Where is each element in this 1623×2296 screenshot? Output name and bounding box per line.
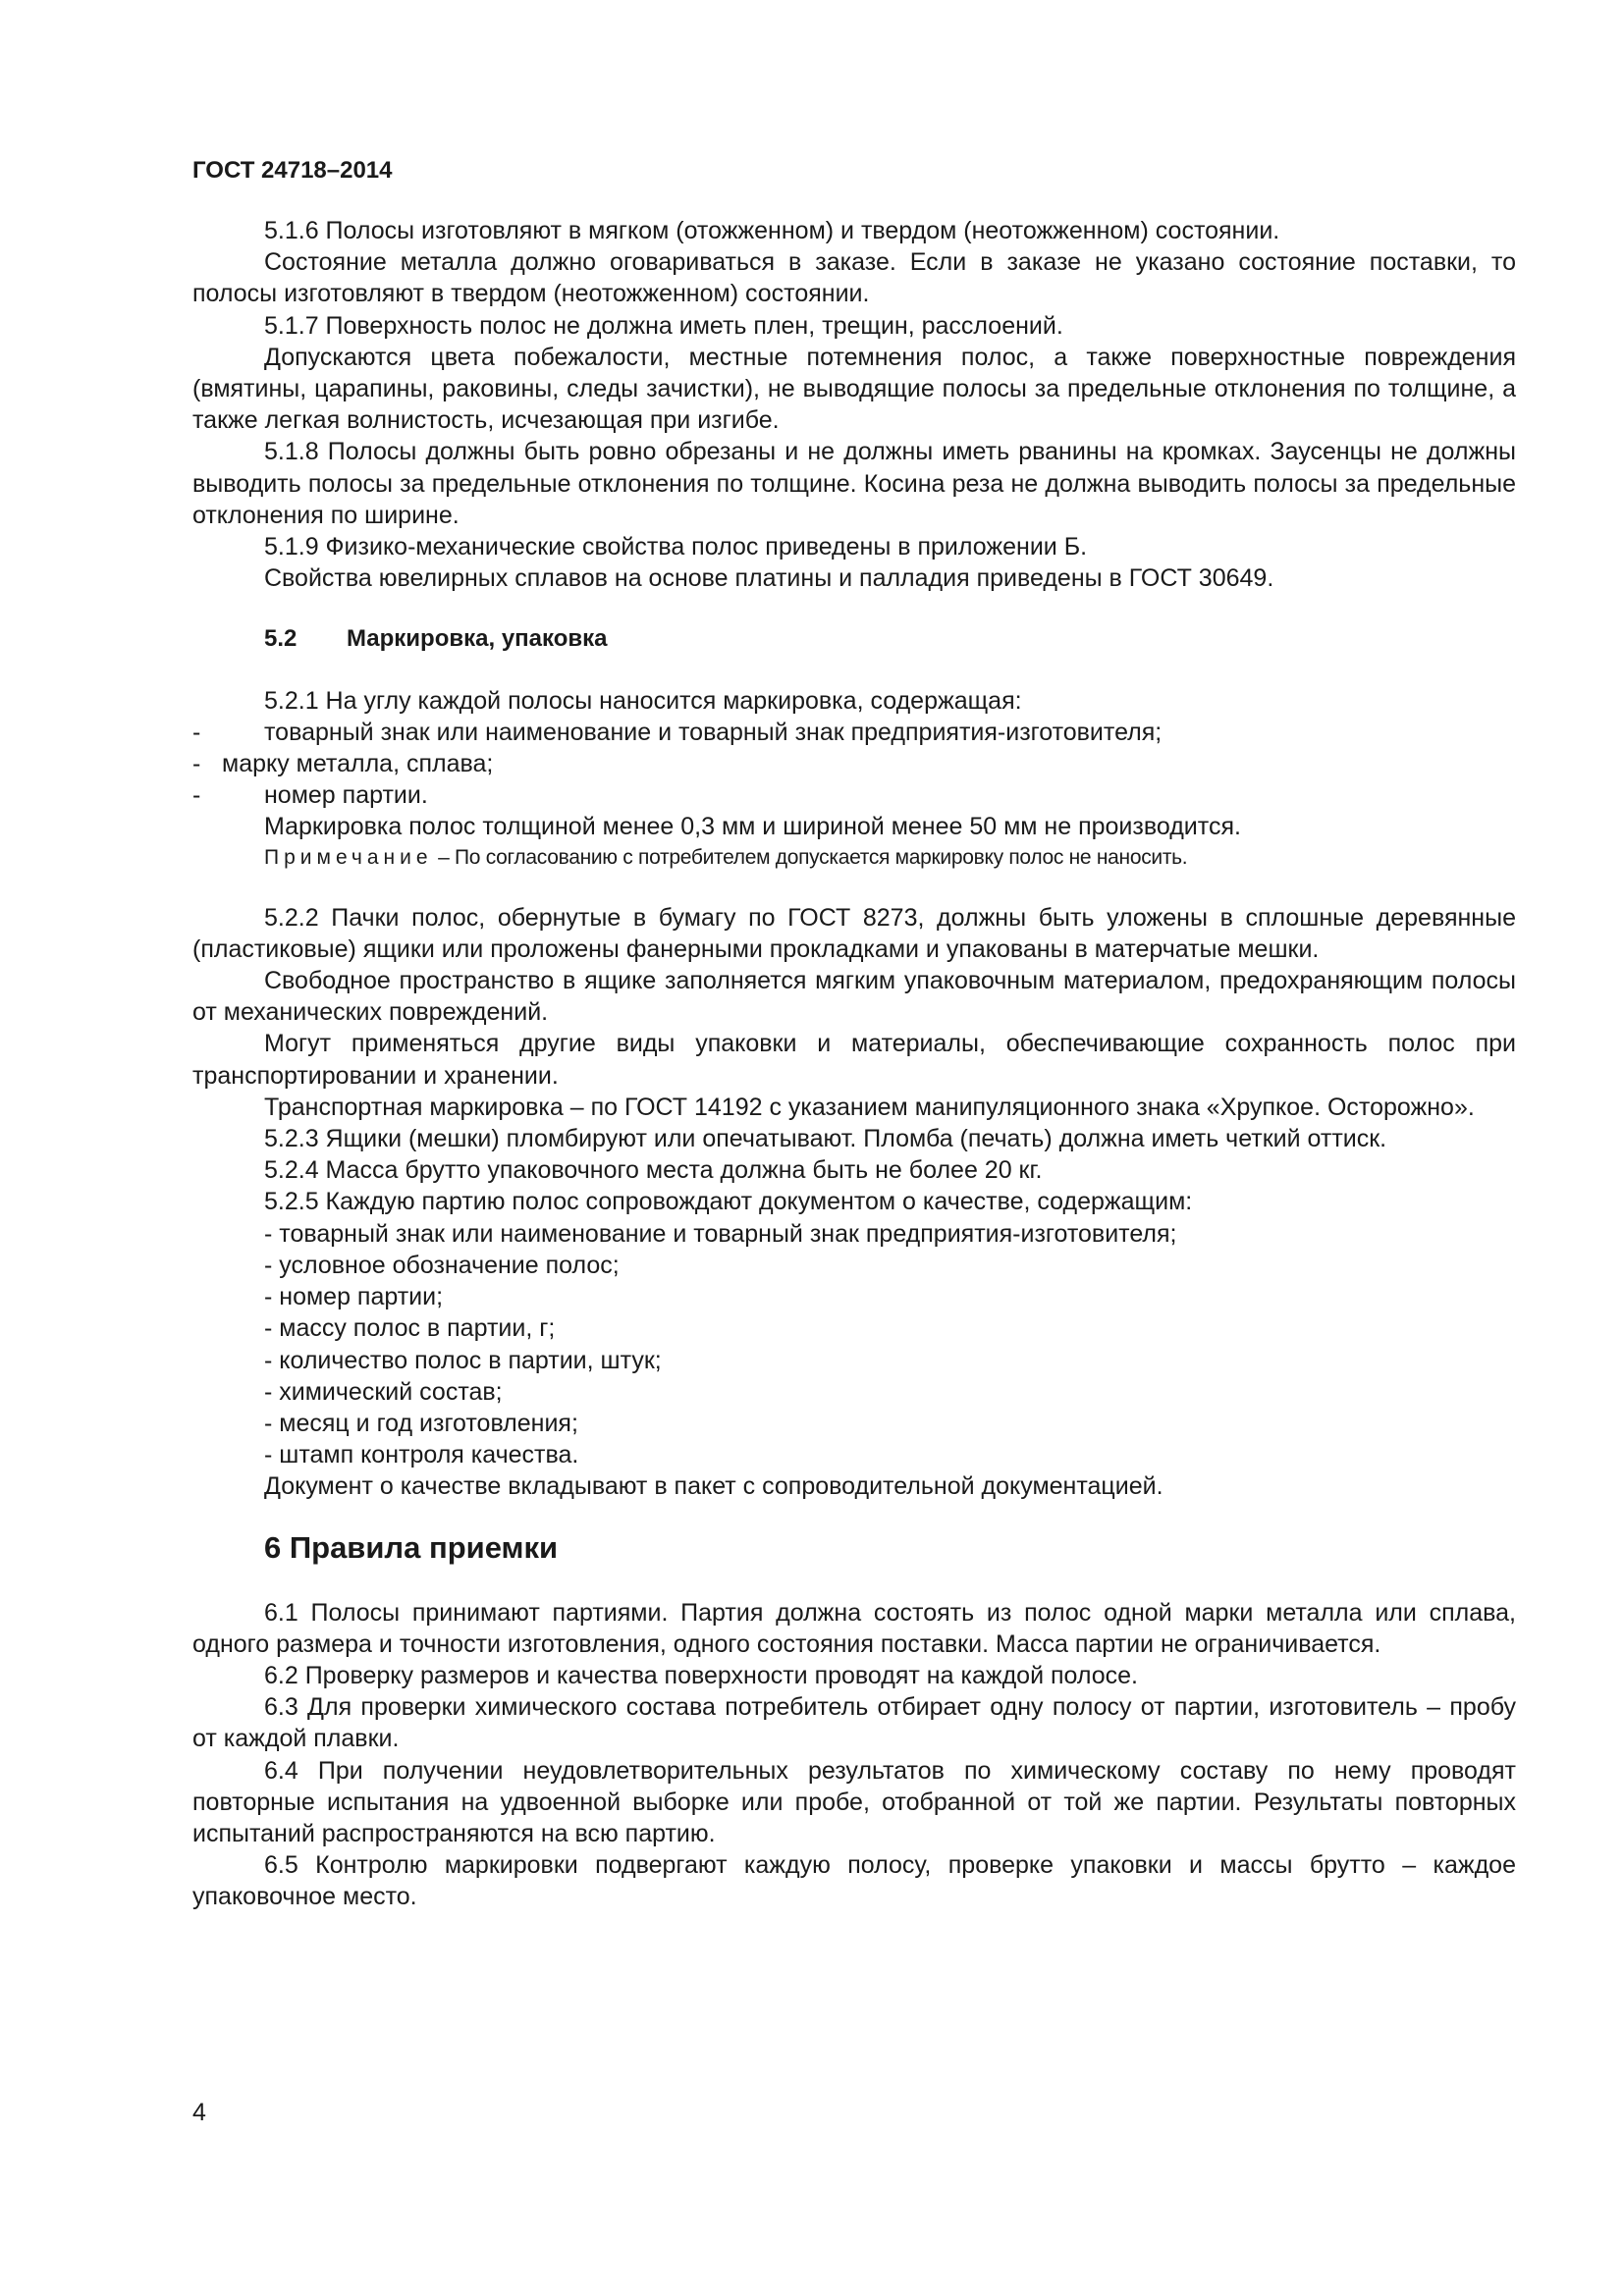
list-item-text: марку металла, сплава; — [222, 750, 494, 778]
document-header: ГОСТ 24718–2014 — [192, 157, 393, 184]
list-item: - массу полос в партии, г; — [264, 1314, 556, 1343]
list-item — [192, 779, 1516, 811]
paragraph-5-1-6: 5.1.6 Полосы изготовляют в мягком (отожженном) и твердом (неотожженном) состоянии. — [264, 217, 1280, 244]
note-text: – По согласованию с потребителем допускается маркировку полос не наносить. — [432, 845, 1188, 869]
subsection-number: 5.2 — [264, 625, 298, 653]
section-6-heading: 6 Правила приемки — [264, 1529, 559, 1565]
list-item: - месяц и год изготовления; — [264, 1409, 578, 1437]
list-dash: - — [192, 718, 201, 746]
list-item: - химический состав; — [264, 1377, 503, 1406]
page-number: 4 — [192, 2099, 206, 2126]
list-item: - товарный знак или наименование и товарный знак предприятия-изготовителя; — [264, 1219, 1177, 1248]
list-dash: - — [192, 781, 201, 810]
subsection-heading — [264, 623, 1516, 655]
note-label: Примечание — [264, 845, 433, 869]
paragraph-6-4: 6.4 При получении неудовлетворительных результатов по химическому составу по нему проводят повторные испытания на удвоенной выборке или пробе, отобранной от той же партии. Результаты повторных испытаний распространяются на всю партию. — [192, 1756, 1516, 1847]
paragraph-5-2-5: 5.2.5 Каждую партию полос сопровождают документом о качестве, содержащим: — [264, 1188, 1193, 1216]
list-item: - условное обозначение полос; — [264, 1251, 620, 1279]
paragraph-metal-state: Состояние металла должно оговариваться в заказе. Если в заказе не указано состояние поставки, то полосы изготовляют в твердом (неотожженном) состоянии. — [192, 248, 1516, 308]
paragraph-5-2-4: 5.2.4 Масса брутто упаковочного места должна быть не более 20 кг. — [264, 1156, 1043, 1185]
paragraph-other-packaging: Могут применяться другие виды упаковки и материалы, обеспечивающие сохранность полос при транспортировании и хранении. — [192, 1030, 1516, 1090]
paragraph-5-2-3: 5.2.3 Ящики (мешки) пломбируют или опечатывают. Пломба (печать) должна иметь четкий оттиск. — [264, 1125, 1387, 1153]
paragraph-free-space: Свободное пространство в ящике заполняется мягким упаковочным материалом, предохраняющим полосы от механических повреждений. — [192, 967, 1516, 1027]
paragraph-6-3: 6.3 Для проверки химического состава потребитель отбирает одну полосу от партии, изготовитель – пробу от каждой плавки. — [192, 1693, 1516, 1753]
list-item — [192, 748, 1516, 779]
list-item — [192, 717, 1516, 748]
paragraph-5-1-7: 5.1.7 Поверхность полос не должна иметь плен, трещин, расслоений. — [264, 311, 1063, 340]
paragraph-6-5: 6.5 Контролю маркировки подвергают каждую полосу, проверке упаковки и массы брутто – каждое упаковочное место. — [192, 1851, 1516, 1911]
list-item: - количество полос в партии, штук; — [264, 1346, 662, 1374]
list-item-text: товарный знак или наименование и товарный знак предприятия-изготовителя; — [264, 718, 1163, 746]
list-item: - номер партии; — [264, 1283, 444, 1311]
paragraph-5-1-9: 5.1.9 Физико-механические свойства полос приведены в приложении Б. — [264, 533, 1088, 561]
paragraph-transport-marking: Транспортная маркировка – по ГОСТ 14192 с указанием манипуляционного знака «Хрупкое. Осторожно». — [264, 1093, 1475, 1121]
paragraph-5-2-2: 5.2.2 Пачки полос, обернутые в бумагу по ГОСТ 8273, должны быть уложены в сплошные деревянные (пластиковые) ящики или проложены фанерными прокладками и упакованы в матерчатые мешки. — [192, 903, 1516, 963]
document-body — [192, 215, 1516, 1913]
paragraph-5-2-1: 5.2.1 На углу каждой полосы наносится маркировка, содержащая: — [264, 686, 1022, 715]
paragraph-jewelry-alloys: Свойства ювелирных сплавов на основе платины и палладия приведены в ГОСТ 30649. — [264, 564, 1274, 593]
paragraph-6-1: 6.1 Полосы принимают партиями. Партия должна состоять из полос одной марки металла или сплава, одного размера и точности изготовления, одного состояния поставки. Масса партии не ограничивается. — [192, 1598, 1516, 1658]
list-item: - штамп контроля качества. — [264, 1441, 579, 1469]
subsection-title: Маркировка, упаковка — [347, 625, 608, 653]
list-item-text: номер партии. — [264, 781, 428, 810]
paragraph-5-1-8: 5.1.8 Полосы должны быть ровно обрезаны и не должны иметь рванины на кромках. Заусенцы не должны выводить полосы за предельные отклонения по толщине. Косина реза не должна выводить полосы за предельные отклонения по ширине. — [192, 438, 1516, 529]
note — [264, 843, 1516, 873]
paragraph-6-2: 6.2 Проверку размеров и качества поверхности проводят на каждой полосе. — [264, 1661, 1138, 1689]
list-dash: - — [192, 750, 201, 778]
paragraph-quality-document: Документ о качестве вкладывают в пакет с сопроводительной документацией. — [264, 1472, 1163, 1501]
paragraph-allowed-defects: Допускаются цвета побежалости, местные потемнения полос, а также поверхностные повреждения (вмятины, царапины, раковины, следы зачистки), не выводящие полосы за предельные отклонения по толщине, а также легкая волнистость, исчезающая при изгибе. — [192, 343, 1516, 435]
paragraph-marking-exception: Маркировка полос толщиной менее 0,3 мм и шириной менее 50 мм не производится. — [264, 813, 1241, 841]
spacer — [192, 873, 1516, 902]
